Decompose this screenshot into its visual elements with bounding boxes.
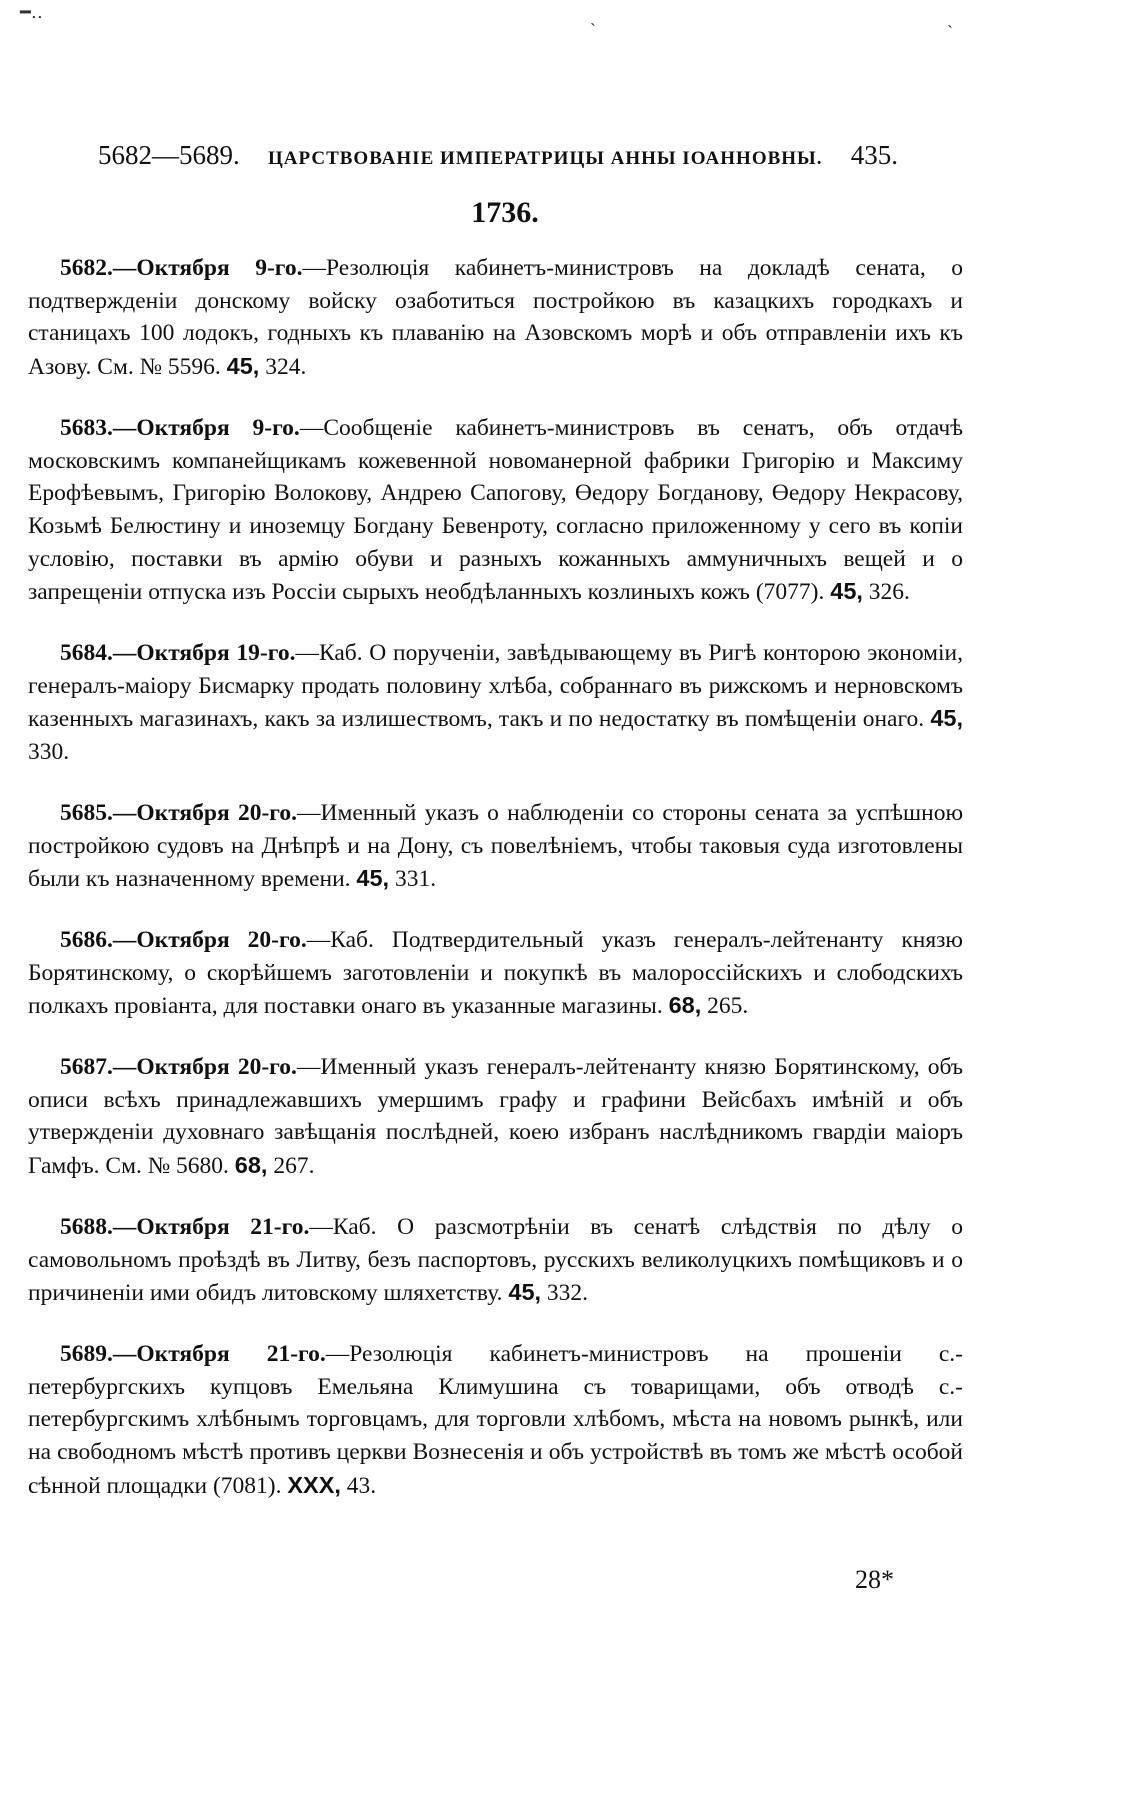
entry-5686	[28, 924, 963, 1023]
entry-text: —Сообщеніе кабинетъ-министровъ въ сенатъ, объ отдачѣ московскимъ компанейщикамъ кожевенной новоманерной фабрики Григорію и Максиму Ерофѣевымъ, Григорію Волокову, Андрею Сапогову, Өедору Богданову, Өедору Некрасову, Козьмѣ Белюстину и иноземцу Богдану Бевенроту, согласно приложенному у сего въ копіи условію, поставки въ армію обуви и разныхъ кожанныхъ аммуничныхъ вещей и о запрещеніи отпуска изъ Россіи сырыхъ необдѣланныхъ козлиныхъ кожъ (7077).	[28, 414, 963, 606]
entry-volume: 68,	[234, 1152, 268, 1179]
entry-text: —Каб. О порученіи, завѣдывающему въ Ригѣ конторою экономіи, генералъ-маіору Бисмарку продать половину хлѣба, собраннаго въ рижскомъ и нерновскомъ казенныхъ магазинахъ, какъ за излишествомъ, такъ и по недостатку въ помѣщеніи онаго.	[28, 640, 964, 733]
entry-text: —Именный указъ генералъ-лейтенанту князю Борятинскому, объ описи всѣхъ принадлежавшихъ умершимъ графу и графини Вейсбахъ имѣній и объ утвержденіи духовнаго завѣщанія послѣдней, коею избранъ наслѣдникомъ гвардіи маіоръ Гамфъ. См. № 5680.	[28, 1054, 964, 1180]
entry-text: —Резолюція кабинетъ-министровъ на прошеніи с.-петербургскихъ купцовъ Емельяна Климушина съ товарищами, объ отводѣ с.-петербургскимъ хлѣбнымъ торговцамъ, для торговли хлѣбомъ, мѣста на новомъ рынкѣ, или на свободномъ мѣстѣ противъ церкви Вознесенія и объ устройствѣ въ томъ же мѣстѣ особой сѣнной площадки (7081).	[28, 1340, 963, 1499]
scan-mark-top-left: ━‥	[20, 2, 43, 22]
entry-number: 5689.	[60, 1340, 113, 1367]
entry-page: 326.	[868, 579, 910, 606]
entry-text: —Именный указъ о наблюденіи со стороны сената за успѣшною постройкою судовъ на Днѣпрѣ и на Дону, съ повелѣніемъ, чтобы таковыя суда изготовлены были къ назначенному времени.	[28, 799, 964, 893]
entry-number: 5682.	[60, 255, 113, 281]
page-number: 435.	[850, 140, 898, 170]
entry-date: —Октября 9-го.	[112, 414, 300, 441]
entry-page: 330.	[28, 739, 70, 766]
entry-page: 331.	[394, 866, 437, 893]
entry-number: 5686.	[60, 926, 113, 953]
entry-5687	[28, 1051, 963, 1183]
entry-range: 5682—5689.	[98, 140, 240, 170]
entry-volume: 45,	[226, 353, 260, 380]
year-heading: 1736.	[471, 196, 539, 229]
entry-page: 265.	[707, 993, 749, 1020]
entry-number: 5683.	[60, 414, 113, 441]
entry-5685	[28, 797, 963, 896]
entry-number: 5684.	[60, 640, 113, 667]
entry-5683	[28, 412, 963, 609]
entry-volume: 45,	[830, 578, 863, 605]
entry-5682	[28, 252, 963, 384]
entry-page: 43.	[346, 1472, 377, 1499]
entry-volume: 68,	[668, 992, 702, 1019]
entry-text: —Каб. О разсмотрѣніи въ сенатѣ слѣдствія по дѣлу о самовольномъ проѣздѣ въ Литву, безъ паспортовъ, русскихъ великолуцкихъ помѣщиковъ и о причиненіи ими обидъ литовскому шляхетству.	[28, 1213, 963, 1307]
entry-date: —Октября 20-го.	[112, 1054, 297, 1081]
entry-number: 5688.	[60, 1213, 113, 1240]
entry-5684	[28, 637, 963, 769]
entry-page: 324.	[265, 354, 307, 381]
entry-date: —Октября 21-го.	[112, 1340, 326, 1367]
entry-date: —Октября 19-го.	[112, 640, 296, 667]
entry-5688	[28, 1211, 963, 1310]
entry-date: —Октября 21-го.	[112, 1213, 310, 1240]
entry-text: —Резолюція кабинетъ-министровъ на докладѣ сената, о подтвержденіи донскому войску озаботиться постройкою въ казацкихъ городкахъ и станицахъ 100 лодокъ, годныхъ къ плаванію на Азовскомъ морѣ и объ отправленіи ихъ къ Азову. См. № 5596.	[28, 255, 963, 381]
entry-page: 267.	[273, 1153, 315, 1180]
scan-mark-top-mid: ˎ	[590, 6, 596, 26]
entry-date: —Октября 20-го.	[112, 926, 307, 953]
entry-volume: 45,	[356, 865, 390, 892]
entry-volume: 45,	[930, 705, 964, 732]
entry-date: —Октября 9-го.	[112, 255, 303, 281]
entry-date: —Октября 20-го.	[112, 799, 297, 826]
entry-page: 332.	[546, 1280, 589, 1307]
entry-volume: XXX,	[287, 1471, 341, 1498]
scan-mark-top-right: ˎ	[947, 8, 953, 28]
entries-list	[28, 252, 963, 1531]
entry-volume: 45,	[508, 1279, 542, 1306]
entry-number: 5687.	[60, 1054, 113, 1081]
signature-mark: 28*	[855, 1565, 894, 1594]
entry-text: —Каб. Подтвердительный указъ генералъ-лейтенанту князю Борятинскому, о скорѣйшемъ заготовленіи и покупкѣ въ малороссійскихъ и слободскихъ полкахъ провіанта, для поставки онаго въ указанные магазины.	[28, 926, 963, 1020]
entry-5689	[28, 1338, 963, 1503]
running-title: ЦАРСТВОВАНІЕ ИМПЕРАТРИЦЫ АННЫ ІОАННОВНЫ.	[268, 148, 823, 169]
running-head	[98, 140, 898, 171]
entry-number: 5685.	[60, 799, 113, 826]
